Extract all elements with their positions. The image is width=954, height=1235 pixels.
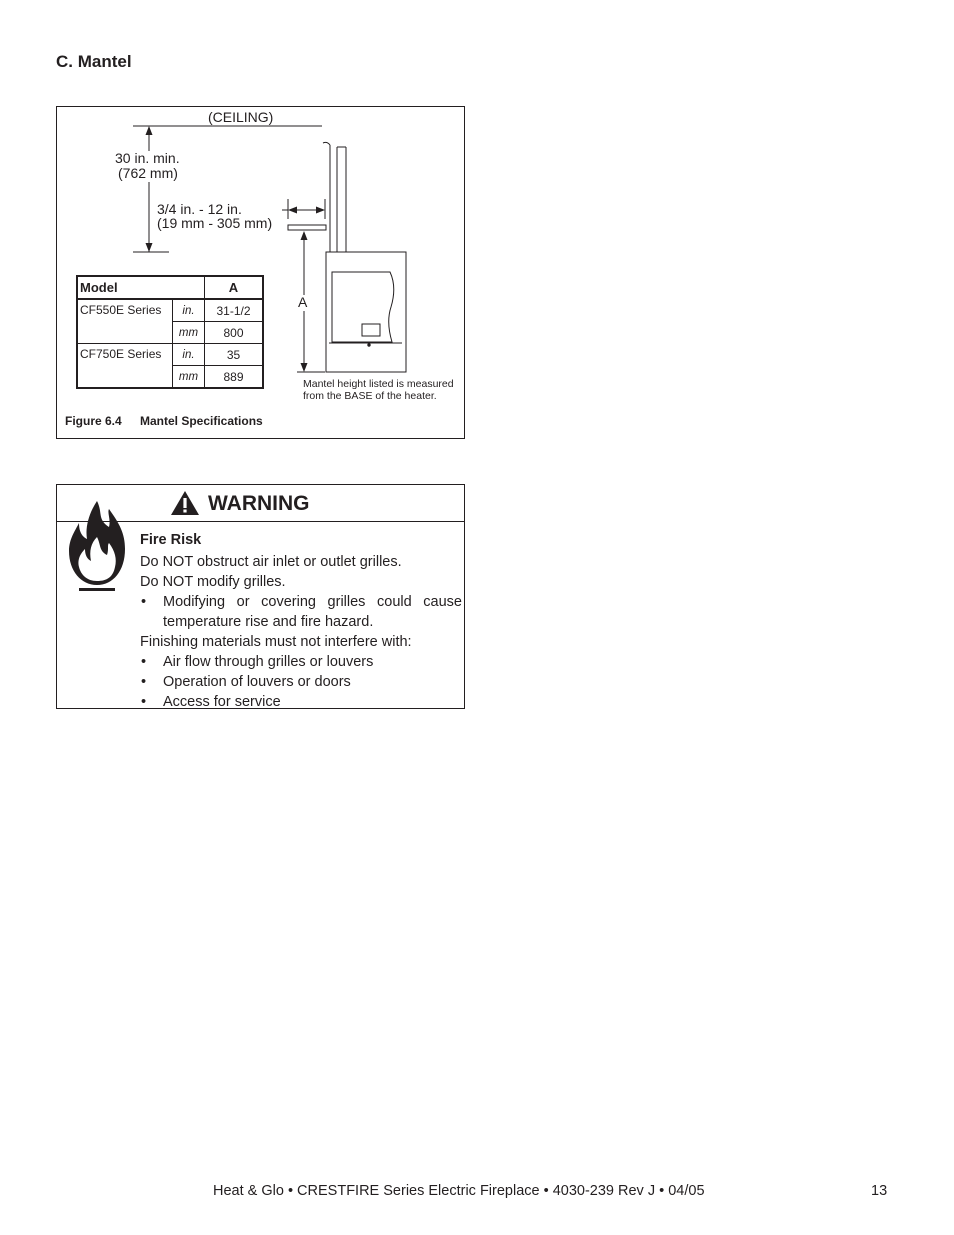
mantel-shelf — [288, 225, 326, 230]
header-a: A — [205, 276, 264, 299]
warning-box — [56, 484, 465, 709]
warning-line: Finishing materials must not interfere with: — [140, 634, 412, 650]
warning-line: Do NOT obstruct air inlet or outlet grilles. — [140, 554, 402, 570]
heater-cabinet — [326, 252, 406, 372]
unit-cell: mm — [173, 366, 205, 389]
unit-cell: in. — [173, 299, 205, 322]
min-clearance-metric-label: (762 mm) — [118, 165, 178, 181]
unit-cell: in. — [173, 344, 205, 366]
risk-title: Fire Risk — [140, 532, 202, 548]
warning-body — [140, 530, 462, 712]
mantel-note-line1: Mantel height listed is measured — [303, 378, 454, 390]
depth-range-metric-label: (19 mm - 305 mm) — [157, 215, 273, 231]
model-cell: CF750E Series — [77, 344, 173, 389]
value-cell: 31-1/2 — [205, 299, 264, 322]
warning-bullets — [140, 592, 462, 632]
warning-line: Do NOT modify grilles. — [140, 574, 286, 590]
a-dimension-label: A — [298, 294, 308, 310]
depth-range-label: 3/4 in. - 12 in. — [157, 201, 242, 217]
unit-cell: mm — [173, 322, 205, 344]
value-cell: 889 — [205, 366, 264, 389]
heater-control — [362, 324, 380, 336]
model-cell: CF550E Series — [77, 299, 173, 344]
value-cell: 35 — [205, 344, 264, 366]
figure-title: Mantel Specifications — [140, 414, 263, 428]
ceiling-label: (CEILING) — [208, 109, 274, 125]
mantel-note-line2: from the BASE of the heater. — [303, 390, 437, 402]
page-number: 13 — [871, 1183, 888, 1199]
min-clearance-label: 30 in. min. — [115, 150, 180, 166]
list-item: • Operation of louvers or doors — [140, 672, 462, 692]
table-row — [77, 299, 263, 322]
page-footer: Heat & Glo • CRESTFIRE Series Electric Fireplace • 4030-239 Rev J • 04/05 — [213, 1183, 705, 1199]
list-item: • Air flow through grilles or louvers — [140, 652, 462, 672]
warning-triangle-icon — [170, 490, 200, 516]
fire-hazard-icon — [67, 499, 127, 595]
list-item: • Modifying or covering grilles could cause temperature rise and fire hazard. — [140, 592, 462, 632]
value-cell: 800 — [205, 322, 264, 344]
table-header-row — [77, 276, 263, 299]
figure-caption — [65, 414, 263, 428]
mantel-figure — [56, 106, 465, 439]
table-row — [77, 344, 263, 366]
section-title: C. Mantel — [56, 52, 132, 71]
figure-number: Figure 6.4 — [65, 414, 122, 428]
warning-title: WARNING — [208, 492, 310, 515]
header-model: Model — [77, 276, 205, 299]
mantel-spec-table — [76, 275, 264, 389]
list-item: • Access for service — [140, 692, 462, 712]
finishing-list — [140, 652, 462, 712]
